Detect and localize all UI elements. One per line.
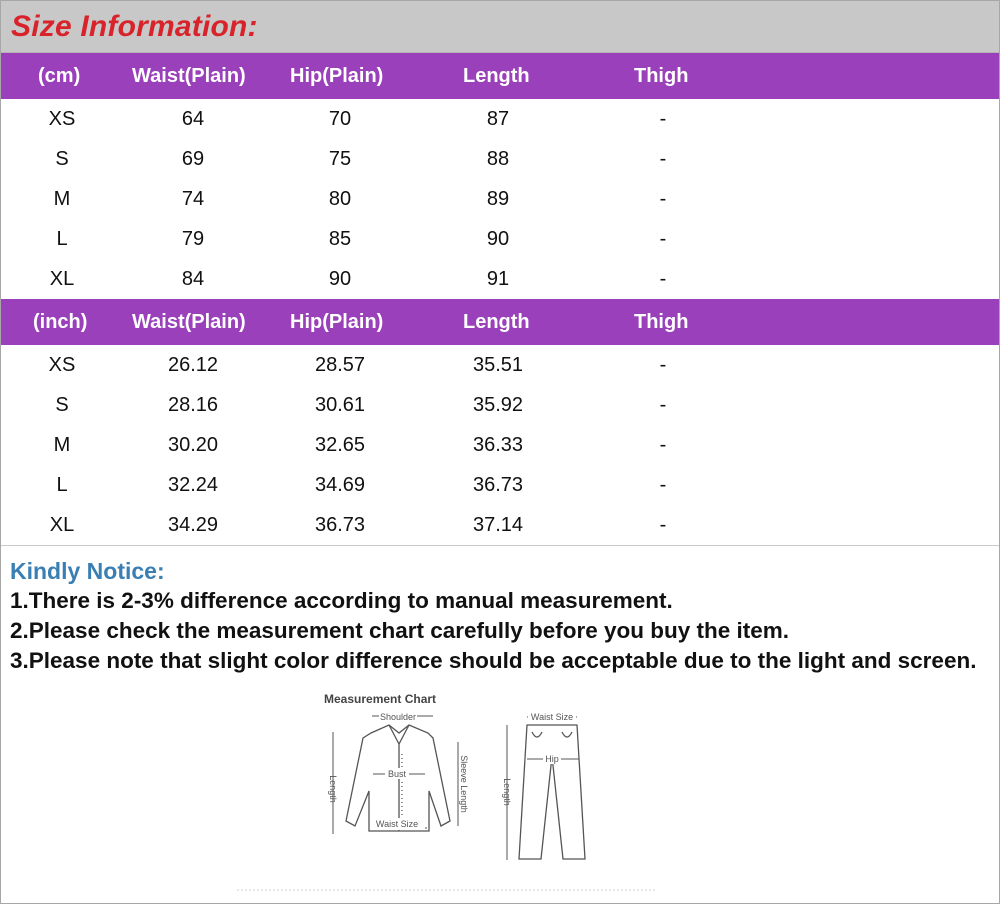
measurement-chart-drawing xyxy=(237,676,657,894)
thigh-cell: - xyxy=(659,514,667,536)
hip-cell: 70 xyxy=(328,108,352,130)
size-cell: XS xyxy=(48,108,76,130)
notice-line-3: 3.Please note that slight color difference should be acceptable due to the light and screen. xyxy=(10,648,977,673)
waist-cell: 26.12 xyxy=(167,354,219,376)
thigh-cell: - xyxy=(659,434,667,456)
header-thigh: Thigh xyxy=(634,65,689,87)
inch-unit-header: (inch) xyxy=(33,311,88,333)
length-cell: 35.92 xyxy=(472,394,524,416)
bust-label: Bust xyxy=(387,769,407,779)
hip-cell: 30.61 xyxy=(314,394,366,416)
cm-unit-header: (cm) xyxy=(38,65,81,87)
table-row xyxy=(1,259,999,299)
hip-cell: 32.65 xyxy=(314,434,366,456)
table-row xyxy=(1,219,999,259)
waist-cell: 28.16 xyxy=(167,394,219,416)
size-cell: XS xyxy=(48,354,76,376)
length-cell: 36.73 xyxy=(472,474,524,496)
hip-cell: 34.69 xyxy=(314,474,366,496)
title-bar xyxy=(1,1,999,53)
hip-cell: 90 xyxy=(328,268,352,290)
pants-waist-label: Waist Size xyxy=(530,712,574,722)
thigh-cell: - xyxy=(659,188,667,210)
cm-table-header xyxy=(1,53,999,99)
table-row xyxy=(1,465,999,505)
thigh-cell: - xyxy=(659,268,667,290)
length-label: Length xyxy=(328,775,338,803)
header-waist: Waist(Plain) xyxy=(132,311,246,333)
size-cell: S xyxy=(55,148,69,170)
hip-cell: 85 xyxy=(328,228,352,250)
size-cell: L xyxy=(56,474,68,496)
thigh-cell: - xyxy=(659,394,667,416)
page-title: Size Information: xyxy=(11,9,258,43)
notice-title: Kindly Notice: xyxy=(10,558,165,584)
size-cell: M xyxy=(53,434,71,456)
measurement-chart xyxy=(237,676,657,894)
size-cell: L xyxy=(56,228,68,250)
hip-cell: 75 xyxy=(328,148,352,170)
waist-cell: 79 xyxy=(181,228,205,250)
hip-cell: 80 xyxy=(328,188,352,210)
thigh-cell: - xyxy=(659,228,667,250)
waist-cell: 34.29 xyxy=(167,514,219,536)
length-cell: 36.33 xyxy=(472,434,524,456)
waist-cell: 84 xyxy=(181,268,205,290)
sleeve-label: Sleeve Length xyxy=(459,755,469,813)
waist-size-label: Waist Size xyxy=(375,819,419,829)
table-row xyxy=(1,179,999,219)
header-waist: Waist(Plain) xyxy=(132,65,246,87)
hip-cell: 36.73 xyxy=(314,514,366,536)
header-length: Length xyxy=(463,65,530,87)
inch-table-body xyxy=(1,345,999,545)
header-hip: Hip(Plain) xyxy=(290,311,384,333)
table-row xyxy=(1,425,999,465)
length-cell: 87 xyxy=(486,108,510,130)
waist-cell: 32.24 xyxy=(167,474,219,496)
waist-cell: 74 xyxy=(181,188,205,210)
thigh-cell: - xyxy=(659,108,667,130)
thigh-cell: - xyxy=(659,354,667,376)
thigh-cell: - xyxy=(659,474,667,496)
length-cell: 35.51 xyxy=(472,354,524,376)
size-cell: XL xyxy=(49,514,75,536)
waist-cell: 64 xyxy=(181,108,205,130)
pants-waist-dimension xyxy=(527,711,577,722)
notice-line-1: 1.There is 2-3% difference according to manual measurement. xyxy=(10,588,673,613)
waist-cell: 69 xyxy=(181,148,205,170)
header-length: Length xyxy=(463,311,530,333)
length-cell: 88 xyxy=(486,148,510,170)
thigh-cell: - xyxy=(659,148,667,170)
pants-length-label: Length xyxy=(502,778,512,806)
table-row xyxy=(1,505,999,545)
length-cell: 91 xyxy=(486,268,510,290)
length-cell: 89 xyxy=(486,188,510,210)
cm-table-body xyxy=(1,99,999,299)
shoulder-label: Shoulder xyxy=(379,712,417,722)
header-hip: Hip(Plain) xyxy=(290,65,384,87)
header-thigh: Thigh xyxy=(634,311,689,333)
size-cell: XL xyxy=(49,268,75,290)
hip-label: Hip xyxy=(545,754,559,764)
waist-size-dimension xyxy=(371,818,427,830)
notice-section xyxy=(1,545,999,676)
size-cell: S xyxy=(55,394,69,416)
length-cell: 90 xyxy=(486,228,510,250)
hip-cell: 28.57 xyxy=(314,354,366,376)
notice-line-2: 2.Please check the measurement chart carefully before you buy the item. xyxy=(10,618,790,643)
length-cell: 37.14 xyxy=(472,514,524,536)
size-cell: M xyxy=(53,188,71,210)
table-row xyxy=(1,139,999,179)
chart-title: Measurement Chart xyxy=(324,692,437,706)
inch-table-header xyxy=(1,299,999,345)
waist-cell: 30.20 xyxy=(167,434,219,456)
table-row xyxy=(1,99,999,139)
table-row xyxy=(1,385,999,425)
table-row xyxy=(1,345,999,385)
